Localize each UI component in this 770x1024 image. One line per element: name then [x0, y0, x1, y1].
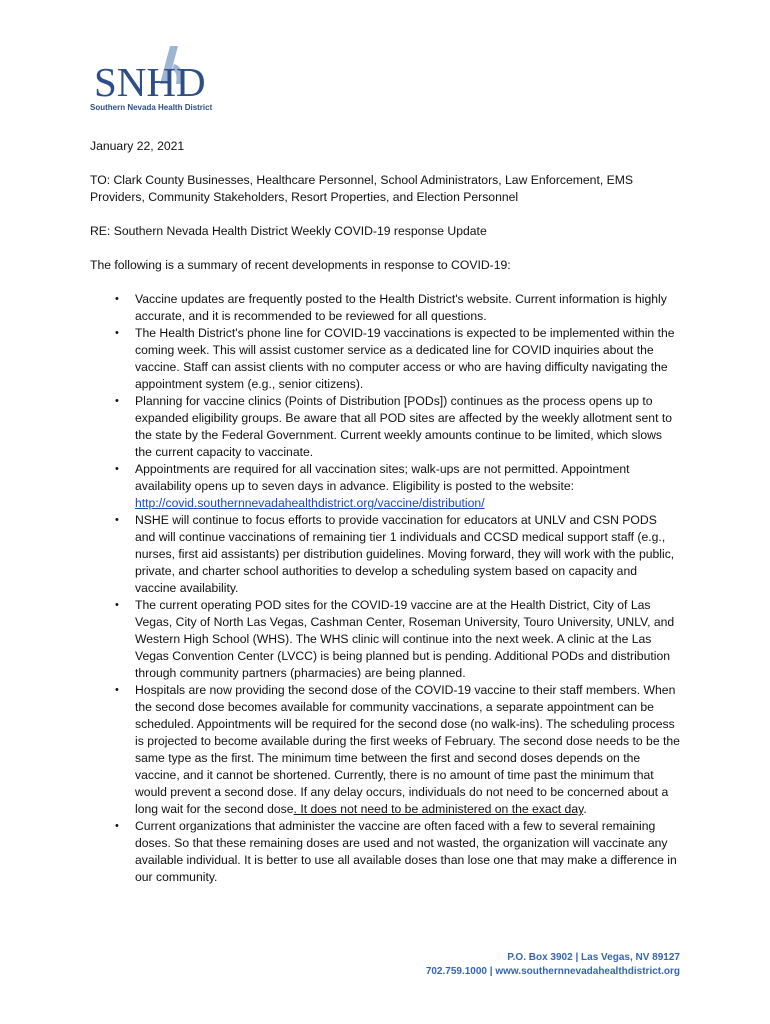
bullet-icon: • — [115, 684, 119, 696]
list-item-text: Hospitals are now providing the second dose of the COVID-19 vaccine to their staff members. When the second dose becomes available for community vaccinations, a separate appointment can be scheduled. Appointments will be required for the second dose (no walk-ins). The scheduling process is projected to become available during the first weeks of February. The second dose needs to be the same type as the first. The minimum time between the first and second doses depends on the vaccine, and it cannot be shortened. Currently, there is no amount of time past the minimum that would prevent a second dose. If any delay occurs, individuals do not need to be concerned about a long wait for the second dose — [135, 683, 680, 816]
list-item-text: Planning for vaccine clinics (Points of Distribution [PODs]) continues as the process opens up to expanded eligibility groups. Be aware that all POD sites are affected by the weekly allotment sent to the state by the Federal Government. Current weekly amounts continue to be limited, which slows the current capacity to vaccinate. — [135, 394, 672, 459]
list-item-text: Appointments are required for all vaccination sites; walk-ups are not permitted. Appointment availability opens up to seven days in advance. Eligibility is posted to the website: — [135, 462, 630, 493]
footer-phone-web: 702.759.1000 | www.southernnevadahealthdistrict.org — [425, 966, 680, 977]
list-item — [90, 325, 680, 393]
list-item — [90, 818, 680, 886]
bullet-icon: • — [115, 599, 119, 611]
list-item-text: Vaccine updates are frequently posted to the Health District's website. Current information is highly accurate, and it is recommended to be reviewed for all questions. — [135, 292, 667, 323]
update-list — [90, 291, 680, 886]
letter-recipients: TO: Clark County Businesses, Healthcare Personnel, School Administrators, Law Enforcement, EMS Providers, Community Stakeholders, Resort Properties, and Election Personnel — [90, 173, 634, 204]
bullet-icon: • — [115, 514, 119, 526]
list-item — [90, 291, 680, 325]
list-item — [90, 461, 680, 512]
list-item — [90, 597, 680, 682]
list-item-text: The current operating POD sites for the COVID-19 vaccine are at the Health District, City of Las Vegas, City of North Las Vegas, Cashman Center, Roseman University, Touro University, UNLV, and Western High School (WHS). The WHS clinic will continue into the next week. A clinic at the Las Vegas Convention Center (LVCC) is being planned but is pending. Additional PODs and distribution through community partners (pharmacies) are being planned. — [135, 598, 675, 680]
list-item-end: . — [583, 802, 587, 816]
footer-contact — [426, 951, 680, 979]
bullet-icon: • — [115, 820, 119, 832]
list-item — [90, 512, 680, 597]
list-item-text: Current organizations that administer the vaccine are often faced with a few to several remaining doses. So that these remaining doses are used and not wasted, the organization will vaccinate any available individual. It is better to use all available doses than lose one that may make a difference in our community. — [135, 819, 677, 884]
list-item-text: The Health District's phone line for COVID-19 vaccinations is expected to be implemented within the coming week. This will assist customer service as a dedicated line for COVID inquiries about the vaccine. Staff can assist clients with no computer access or who are having difficulty navigating the appointment system (e.g., senior citizens). — [135, 326, 675, 391]
bullet-icon: • — [115, 395, 119, 407]
letter-date: January 22, 2021 — [90, 139, 185, 153]
list-item-text: NSHE will continue to focus efforts to provide vaccination for educators at UNLV and CSN PODS and will continue vaccinations of remaining tier 1 individuals and CCSD medical support staff (e.g., nurses, first aid assistants) per distribution guidelines. Moving forward, they will work with the public, private, and charter school authorities to develop a scheduling system based on capacity and vaccine availability. — [135, 513, 675, 595]
logo-letters: SNHD — [94, 59, 206, 105]
bullet-icon: • — [115, 463, 119, 475]
letter-intro: The following is a summary of recent developments in response to COVID-19: — [90, 258, 511, 272]
letter-subject: RE: Southern Nevada Health District Weekly COVID-19 response Update — [90, 224, 487, 238]
list-item — [90, 393, 680, 461]
footer-address: P.O. Box 3902 | Las Vegas, NV 89127 — [507, 952, 680, 963]
snhd-logo — [90, 44, 222, 114]
bullet-icon: • — [115, 293, 119, 305]
logo-tagline: Southern Nevada Health District — [90, 103, 213, 112]
underlined-note: . It does not need to be administered on the exact day — [293, 802, 584, 816]
letter-body — [90, 138, 680, 886]
bullet-icon: • — [115, 327, 119, 339]
vaccine-distribution-link[interactable]: http://covid.southernnevadahealthdistrict.org/vaccine/distribution/ — [135, 496, 485, 510]
list-item — [90, 682, 680, 818]
